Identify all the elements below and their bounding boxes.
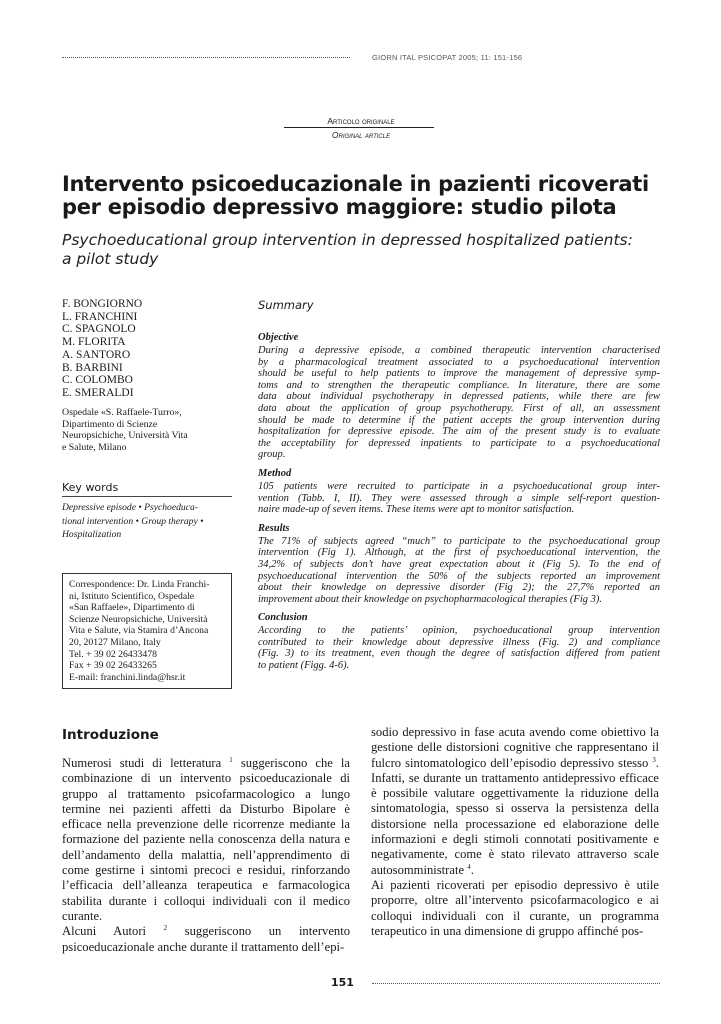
paragraph — [62, 756, 350, 924]
summary-line: toms and to strengthen the therapeutic compliance. In literature, there are some — [258, 379, 660, 391]
summary-line: improvement about their knowledge on psychopharmacological therapies (Fig 3). — [258, 593, 603, 605]
affiliation-line: Neuropsichiche, Università Vita — [62, 430, 188, 442]
summary-line: group. — [258, 449, 286, 461]
summary-line: the acceptability for depressed inpatients to participate to a psychoeducational — [258, 437, 660, 449]
intro-heading: Introduzione — [62, 727, 159, 743]
correspondence-box — [62, 573, 232, 689]
author-name: E. SMERALDI — [62, 386, 134, 399]
summary-line: naire made-up of seven items. These items were apt to monitor satisfaction. — [258, 504, 575, 516]
summary-line: The 71% of subjects agreed “much” to participate to the psychoeducational group — [258, 535, 660, 547]
summary-line: According to the patients’ opinion, psychoeducational group intervention — [258, 625, 660, 637]
correspondence-line: Tel. + 39 02 26433478 — [69, 648, 157, 660]
author-name: A. SANTORO — [62, 348, 131, 361]
summary-line: about their knowledge on depressive disorder (Fig 2); the 27,7% reported an — [258, 582, 660, 594]
journal-reference: GIORN ITAL PSICOPAT 2005; 11: 151-156 — [372, 53, 523, 62]
author-name: C. SPAGNOLO — [62, 323, 136, 336]
affiliation-line: Dipartimento di Scienze — [62, 418, 158, 430]
summary-line: intervention (Fig 1). Although, at the first of psychoeducational intervention, the — [258, 547, 660, 559]
summary-heading: Summary — [258, 298, 314, 312]
intro-left-column — [62, 756, 350, 955]
correspondence-line: ni, Istituto Scientifico, Ospedale — [69, 590, 195, 602]
keywords-line: Depressive episode • Psychoeduca- — [62, 502, 198, 513]
summary-line: to patient (Figg. 4-6). — [258, 660, 350, 672]
text-run: suggeriscono un intervento psicoeducazionale anche durante il trattamento dell’epi- — [62, 924, 350, 954]
summary-line: hospitalization for depressive episode. The aim of the present study is to evaluate — [258, 426, 660, 438]
reference-mark: 1 — [229, 755, 233, 764]
article-title — [62, 173, 682, 219]
affiliation-line: Ospedale «S. Raffaele-Turro», — [62, 407, 182, 418]
text-run: sodio depressivo in fase acuta avendo come obiettivo la gestione delle distorsioni cognitive che rappresentano il fulcro sintomatologico dell’episodio depressivo stesso — [371, 725, 659, 770]
summary-line: vention (Tabb. I, II). They were assessed through a simple self-report question- — [258, 492, 660, 504]
correspondence-line: Scienze Neuropsichiche, Università — [69, 613, 208, 625]
text-run: Alcuni Autori — [62, 924, 164, 939]
summary-section-title: Results — [258, 522, 290, 534]
correspondence-line: «San Raffaele», Dipartimento di — [69, 602, 195, 614]
article-type-english: Original article — [331, 130, 391, 140]
keywords-line: tional intervention • Group therapy • — [62, 515, 204, 527]
author-name: L. FRANCHINI — [62, 310, 138, 323]
summary-line: 34,2% of subjects don’t have great expectation about it (Fig 5). To the end of — [258, 558, 660, 570]
keywords-text — [62, 501, 242, 542]
article-title-line: Intervento psicoeducazionale in pazienti ricoverati — [62, 172, 649, 196]
footer-dotted-rule — [372, 983, 660, 984]
reference-mark: 4 — [467, 862, 471, 871]
text-run: Ai pazienti ricoverati per episodio depressivo è utile proporre, oltre all’intervento psicofarmacologico e ai colloqui individuali con il curante, un programma terapeutico in una dimensione di gruppo affinché pos- — [371, 877, 659, 938]
summary-line: should be useful to help patients to improve the management of depressive symp- — [258, 368, 660, 380]
keywords-line: Hospitalization — [62, 529, 122, 540]
summary-line: 105 patients were recruited to participate in a psychoeducational group inter- — [258, 480, 660, 492]
summary-line: by a pharmacological treatment associated to a psychoeducational intervention — [258, 356, 660, 368]
author-name: B. BARBINI — [62, 361, 123, 374]
summary-line: contributed to their knowledge about depressive illness (Fig. 2) and compliance — [258, 636, 660, 648]
intro-right-column — [371, 725, 659, 939]
author-name: C. COLOMBO — [62, 374, 133, 387]
summary-line: (Fig. 3) to its treatment, even though the degree of satisfaction differed from patient — [258, 648, 660, 660]
paragraph — [62, 924, 350, 955]
summary-body — [258, 332, 660, 672]
article-type-rule — [284, 127, 434, 128]
affiliation — [62, 407, 242, 453]
summary-line: data about individual psychotherapy in depressed patients, while there are few — [258, 391, 660, 403]
correspondence-line: Vita e Salute, via Stamira d’Ancona — [69, 625, 209, 637]
paragraph — [371, 878, 659, 939]
reference-mark: 3 — [652, 755, 656, 764]
text-run: . — [470, 862, 474, 877]
article-subtitle-line: a pilot study — [62, 250, 159, 268]
article-type-italian: Articolo originale — [327, 116, 395, 126]
summary-line: data about the application of group psychotherapy. First of all, an assessment — [258, 402, 660, 414]
author-name: F. BONGIORNO — [62, 298, 143, 310]
summary-line: psychoeducational intervention the 50% of the subjects reported an improvement — [258, 570, 660, 582]
text-run: suggeriscono che la combinazione di un intervento psicoeducazionale di gruppo al trattamento psicofarmacologico a lungo termine nei pazienti affetti da Disturbo Bipolare è efficace nella prevenzione delle ricorrenze mediante la formazione del paziente nella conoscenza della natura e dell’andamento della malattia, nell’apprendimento di come gestirne i sintomi precoci e residui, rinforzando l’efficacia dell’alleanza terapeutica e farmacologica stabilita durante i colloqui individuali con il medico curante. — [62, 756, 351, 923]
header-dotted-rule — [62, 57, 350, 58]
article-title-line: per episodio depressivo maggiore: studio pilota — [62, 195, 617, 219]
text-run: Numerosi studi di letteratura — [62, 756, 230, 770]
article-subtitle — [62, 231, 682, 269]
summary-section-title: Conclusion — [258, 612, 308, 624]
summary-section-title: Objective — [258, 332, 299, 343]
correspondence-line: Correspondence: Dr. Linda Franchi- — [69, 579, 210, 590]
text-run: . Infatti, se durante un trattamento antidepressivo efficace è possibile valutare oggettivamente la riduzione della sintomatologia, spesso si osserva la persistenza della distorsione nella processazione ed elaborazione delle informazioni e degli stimoli connotati positivamente e negativamente, come è stato rilevato attraverso scale autosomministrate — [371, 755, 659, 877]
summary-line: should be made to determine if the patient accepts the group intervention during — [258, 414, 660, 426]
summary-section-title: Method — [258, 467, 292, 479]
author-name: M. FLORITA — [62, 336, 126, 349]
correspondence-line: 20, 20127 Milano, Italy — [69, 636, 161, 648]
affiliation-line: e Salute, Milano — [62, 441, 127, 453]
keywords-heading: Key words — [62, 481, 119, 494]
paragraph — [371, 725, 659, 878]
author-list — [62, 298, 242, 400]
correspondence-line: Fax + 39 02 26433265 — [69, 660, 157, 672]
article-subtitle-line: Psychoeducational group intervention in depressed hospitalized patients: — [62, 231, 633, 249]
keywords-rule — [62, 496, 232, 497]
summary-line: During a depressive episode, a combined therapeutic intervention characterised — [258, 345, 660, 356]
reference-mark: 2 — [163, 924, 168, 933]
page-number: 151 — [331, 976, 354, 989]
correspondence-line: E-mail: franchini.linda@hsr.it — [69, 671, 186, 683]
